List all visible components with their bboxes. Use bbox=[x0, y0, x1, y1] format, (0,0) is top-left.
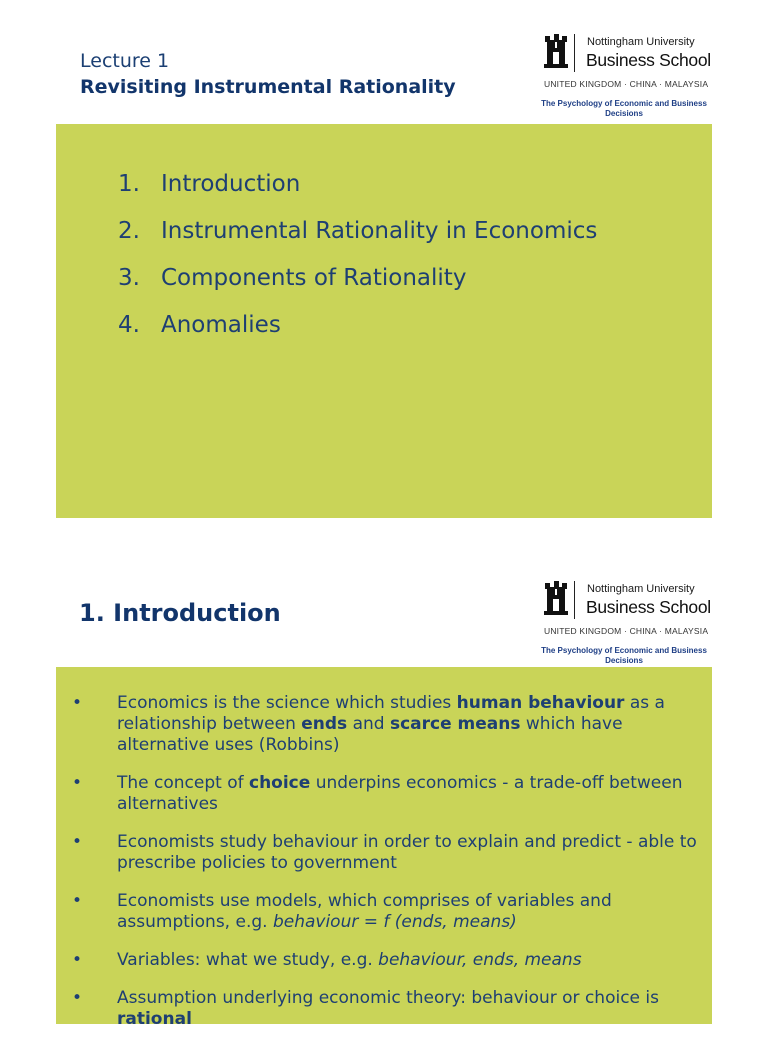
lecture-label: Lecture 1 bbox=[80, 50, 170, 72]
bullet-marker: • bbox=[72, 773, 83, 793]
toc-text: Components of Rationality bbox=[161, 265, 467, 291]
business-school-logo bbox=[534, 577, 714, 677]
campus-regions: UNITED KINGDOM · CHINA · MALAYSIA bbox=[544, 626, 709, 636]
toc-text: Introduction bbox=[161, 171, 301, 197]
logo-divider bbox=[574, 34, 575, 72]
course-caption-line-2: Decisions bbox=[605, 109, 643, 118]
bullet-item bbox=[56, 693, 712, 756]
toc-text: Instrumental Rationality in Economics bbox=[161, 218, 598, 244]
emphasis: scarce means bbox=[389, 714, 521, 734]
bullet-marker: • bbox=[72, 693, 83, 713]
course-caption-line-1: The Psychology of Economic and Business bbox=[541, 99, 707, 108]
bullet-text: Economics is the science which studies human behaviour as a relationship between ends and scarce means which have alternative uses (Robbins) bbox=[117, 693, 665, 755]
bullet-marker: • bbox=[72, 988, 83, 1008]
emphasis: rational bbox=[117, 1009, 192, 1029]
formula: behaviour = f (ends, means) bbox=[272, 912, 517, 932]
bullet-item bbox=[56, 832, 712, 874]
bullet-item bbox=[56, 891, 712, 933]
course-caption-line-2: Decisions bbox=[605, 656, 643, 665]
bullet-marker: • bbox=[72, 891, 83, 911]
content-panel bbox=[56, 667, 712, 1029]
bullet-list bbox=[56, 693, 712, 1047]
course-caption bbox=[524, 99, 724, 119]
business-school-logo bbox=[534, 30, 714, 130]
emphasis: choice bbox=[249, 773, 311, 793]
course-caption-line-1: The Psychology of Economic and Business bbox=[541, 646, 707, 655]
bullet-item bbox=[56, 950, 712, 971]
variable-list: behaviour, ends, means bbox=[378, 950, 582, 970]
campus-regions: UNITED KINGDOM · CHINA · MALAYSIA bbox=[544, 79, 709, 89]
contents-panel bbox=[56, 124, 712, 518]
bullet-marker: • bbox=[72, 950, 83, 970]
course-caption bbox=[524, 646, 724, 666]
section-title: 1. Introduction bbox=[79, 599, 281, 627]
slide-1 bbox=[0, 0, 768, 520]
toc-text: Anomalies bbox=[161, 312, 281, 338]
toc-number: 2. bbox=[118, 218, 140, 244]
bullet-text: Assumption underlying economic theory: behaviour or choice is rational bbox=[117, 988, 659, 1029]
bullet-text: Variables: what we study, e.g. behaviour, ends, means bbox=[117, 950, 582, 970]
bullet-text: Economists study behaviour in order to explain and predict - able to prescribe policies to government bbox=[117, 832, 697, 873]
toc-number: 4. bbox=[118, 312, 140, 338]
bullet-item bbox=[56, 773, 712, 815]
school-name: Business School bbox=[586, 50, 711, 70]
university-name: Nottingham University bbox=[587, 583, 695, 595]
school-name: Business School bbox=[586, 597, 711, 617]
bullet-marker: • bbox=[72, 832, 83, 852]
emphasis: ends bbox=[301, 714, 348, 734]
lecture-title: Revisiting Instrumental Rationality bbox=[80, 76, 456, 98]
university-name: Nottingham University bbox=[587, 36, 695, 48]
bullet-text: Economists use models, which comprises of variables and assumptions, e.g. behaviour = f (ends, means) bbox=[117, 891, 612, 932]
logo-divider bbox=[574, 581, 575, 619]
castle-crest-icon bbox=[544, 581, 568, 621]
slide-2 bbox=[0, 565, 768, 1029]
toc-number: 1. bbox=[118, 171, 140, 197]
toc-number: 3. bbox=[118, 265, 140, 291]
bullet-text: The concept of choice underpins economics - a trade-off between alternatives bbox=[117, 773, 683, 814]
castle-crest-icon bbox=[544, 34, 568, 74]
emphasis: human behaviour bbox=[456, 693, 625, 713]
